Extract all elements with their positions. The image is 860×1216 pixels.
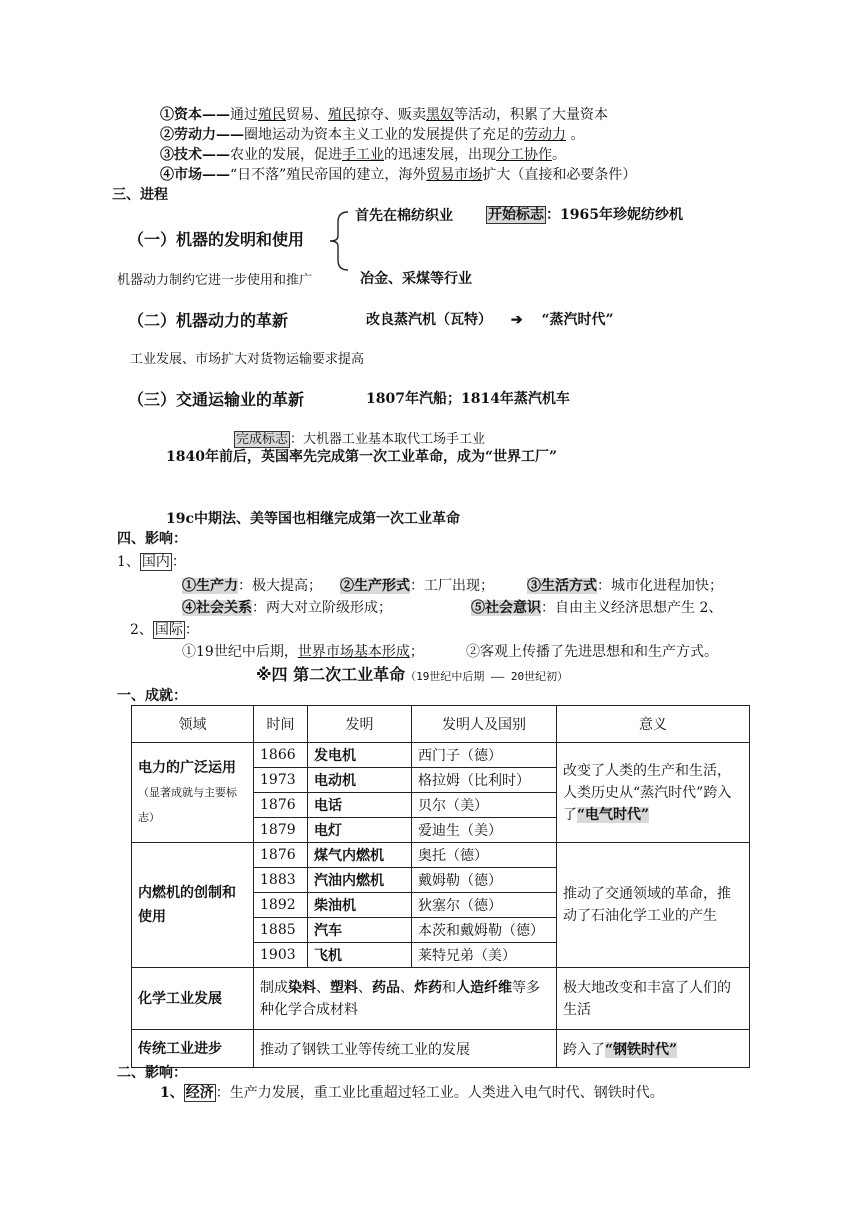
domestic-colon: ： bbox=[171, 554, 186, 570]
cell-invention: 柴油机 bbox=[308, 893, 412, 918]
start-label: 开始标志 bbox=[488, 207, 544, 223]
second-title: ※四 第二次工业革命 bbox=[256, 665, 406, 684]
domestic-heading bbox=[117, 551, 186, 571]
social-consciousness-text: ：自由主义经济思想产生 2、 bbox=[541, 600, 723, 616]
cell-inventor: 戴姆勒（德） bbox=[412, 868, 557, 893]
production-form-label: ②生产形式 bbox=[340, 578, 410, 594]
chem-sep4: 和 bbox=[442, 979, 456, 996]
chem-drug: 药品 bbox=[372, 979, 400, 996]
capital-label: ①资本—— bbox=[160, 107, 230, 123]
cell-year: 1903 bbox=[254, 943, 308, 968]
cell-inventor: 西门子（德） bbox=[412, 743, 557, 768]
cell-inventor: 贝尔（美） bbox=[412, 793, 557, 818]
significance-chemical: 极大地改变和丰富了人们的生活 bbox=[557, 968, 750, 1030]
section1-heading: （一）机器的发明和使用 bbox=[128, 230, 305, 249]
market-post: 扩大（直接和必要条件） bbox=[482, 167, 637, 183]
area-combustion: 内燃机的创制和使用 bbox=[132, 843, 254, 968]
social-consciousness-label: ⑤社会意识 bbox=[471, 600, 541, 616]
process-title: 三、进程 bbox=[112, 187, 168, 203]
economy-text: ：生产力发展，重工业比重超过轻工业。人类进入电气时代、钢铁时代。 bbox=[215, 1085, 664, 1101]
cell-year: 1973 bbox=[254, 768, 308, 793]
capital-text: 通过 bbox=[230, 107, 258, 123]
economy-line bbox=[160, 1082, 664, 1102]
intl-num: 2、 bbox=[130, 622, 153, 638]
chem-dye: 染料 bbox=[288, 979, 316, 996]
area-chemical: 化学工业发展 bbox=[132, 968, 254, 1030]
domestic-label: 国内 bbox=[141, 554, 170, 570]
capital-u1: 殖民 bbox=[258, 107, 286, 123]
cell-inventor: 爱迪生（美） bbox=[412, 818, 557, 843]
intl-label: 国际 bbox=[154, 622, 183, 638]
productivity-text: ：极大提高； bbox=[238, 578, 322, 594]
condition-labor bbox=[160, 124, 584, 144]
significance-electricity bbox=[557, 743, 750, 843]
capital-u3: 黑奴 bbox=[426, 107, 454, 123]
lifestyle-text: ：城市化进程加快； bbox=[597, 578, 723, 594]
significance-traditional bbox=[557, 1030, 750, 1068]
capital-text4: 等活动，积累了大量资本 bbox=[454, 107, 608, 123]
traditional-detail: 推动了钢铁工业等传统工业的发展 bbox=[254, 1030, 557, 1068]
cell-invention: 煤气内燃机 bbox=[308, 843, 412, 868]
cell-invention: 飞机 bbox=[308, 943, 412, 968]
area-electricity-note: （显著成就与主要标志） bbox=[138, 785, 237, 824]
section3-text: 1807年汽船；1814年蒸汽机车 bbox=[366, 391, 570, 407]
cell-invention: 电灯 bbox=[308, 818, 412, 843]
header-area: 领域 bbox=[132, 706, 254, 743]
chem-sep3: 、 bbox=[400, 979, 414, 996]
productivity-label: ①生产力 bbox=[182, 578, 238, 594]
sig-steel-era: “钢铁时代” bbox=[605, 1041, 678, 1058]
brace-icon bbox=[328, 210, 350, 272]
table-row bbox=[132, 743, 750, 768]
economy-num: 1、 bbox=[160, 1085, 184, 1101]
intl-colon: ： bbox=[184, 622, 199, 638]
chem-text1: 制成 bbox=[260, 979, 288, 996]
cell-inventor: 格拉姆（比利时） bbox=[412, 768, 557, 793]
achievements-table bbox=[131, 705, 750, 1068]
labor-post: 。 bbox=[566, 127, 585, 143]
labor-label: ②劳动力—— bbox=[160, 127, 244, 143]
labor-text: 圈地运动为资本主义工业的发展提供了充足的 bbox=[244, 127, 524, 143]
market-u: 贸易市场 bbox=[426, 167, 483, 183]
steam-era: “蒸汽时代” bbox=[541, 312, 614, 328]
chemical-detail bbox=[254, 968, 557, 1030]
tech-u2: 分工协作 bbox=[496, 147, 552, 163]
achievements-title: 一、成就： bbox=[117, 688, 187, 704]
social-relation-label: ④社会关系 bbox=[182, 600, 252, 616]
cell-year: 1876 bbox=[254, 793, 308, 818]
others-line: 19c中期法、美等国也相继完成第一次工业革命 bbox=[166, 511, 461, 527]
area-electricity-text: 电力的广泛运用 bbox=[138, 759, 236, 776]
impact-i1 bbox=[182, 641, 424, 661]
chem-fiber: 人造纤维 bbox=[456, 979, 512, 996]
area-traditional: 传统工业进步 bbox=[132, 1030, 254, 1068]
second-title-line bbox=[256, 662, 568, 685]
cell-invention: 发电机 bbox=[308, 743, 412, 768]
lifestyle-label: ③生活方式 bbox=[527, 578, 597, 594]
cell-invention: 汽车 bbox=[308, 918, 412, 943]
capital-text3: 掠夺、贩卖 bbox=[356, 107, 426, 123]
table-row bbox=[132, 843, 750, 868]
world-market-post: ； bbox=[409, 644, 424, 660]
chem-sep2: 、 bbox=[358, 979, 372, 996]
cell-inventor: 奥托（德） bbox=[412, 843, 557, 868]
cell-year: 1892 bbox=[254, 893, 308, 918]
sig-steel-text: 跨入了 bbox=[563, 1041, 605, 1058]
chem-sep1: 、 bbox=[316, 979, 330, 996]
labor-u: 劳动力 bbox=[524, 127, 566, 143]
table-row bbox=[132, 968, 750, 1030]
impact-d3 bbox=[527, 575, 723, 595]
impact-title: 四、影响： bbox=[117, 531, 187, 547]
tech-u1: 手工业 bbox=[342, 147, 384, 163]
impact-d4 bbox=[182, 597, 392, 617]
section2-note: 工业发展、市场扩大对货物运输要求提高 bbox=[130, 352, 365, 367]
section1-note: 机器动力制约它进一步使用和推广 bbox=[117, 273, 313, 288]
impact-d1 bbox=[182, 575, 322, 595]
cell-invention: 汽油内燃机 bbox=[308, 868, 412, 893]
cell-invention: 电话 bbox=[308, 793, 412, 818]
second-period: （19世纪中后期 —— 20世纪初） bbox=[405, 670, 569, 683]
table-header-row bbox=[132, 706, 750, 743]
steam-engine-text: 改良蒸汽机（瓦特） bbox=[366, 312, 492, 328]
section3-heading: （三）交通运输业的革新 bbox=[128, 390, 305, 409]
chem-text2: 等多种化学合成材料 bbox=[260, 979, 540, 1018]
sig-electricity-text: 改变了人类的生产和生活，人类历史从“蒸汽时代”跨入了 bbox=[563, 762, 732, 823]
tech-label: ③技术—— bbox=[160, 147, 230, 163]
impact-i2: ②客观上传播了先进思想和和生产方式。 bbox=[466, 644, 718, 660]
cell-year: 1883 bbox=[254, 868, 308, 893]
impact-d2 bbox=[340, 575, 494, 595]
cell-inventor: 狄塞尔（德） bbox=[412, 893, 557, 918]
section2-text bbox=[366, 309, 614, 329]
cell-year: 1876 bbox=[254, 843, 308, 868]
area-electricity bbox=[132, 743, 254, 843]
world-market-text: 世界市场基本形成 bbox=[297, 644, 410, 660]
britain-line: 1840年前后，英国率先完成第一次工业革命，成为“世界工厂” bbox=[166, 449, 558, 465]
start-mark bbox=[486, 204, 683, 224]
header-invention: 发明 bbox=[308, 706, 412, 743]
sig-electricity-era: “电气时代” bbox=[577, 806, 650, 823]
significance-combustion: 推动了交通领域的革命，推动了石油化学工业的产生 bbox=[557, 843, 750, 968]
arrow-right-icon: ➔ bbox=[510, 312, 523, 328]
header-inventor: 发明人及国别 bbox=[412, 706, 557, 743]
cell-inventor: 本茨和戴姆勒（德） bbox=[412, 918, 557, 943]
condition-tech bbox=[160, 144, 566, 164]
tech-text: 农业的发展，促进 bbox=[230, 147, 342, 163]
impact2-title: 二、影响： bbox=[117, 1065, 187, 1081]
capital-text2: 贸易、 bbox=[286, 107, 328, 123]
complete-text: ：大机器工业基本取代工场手工业 bbox=[290, 432, 486, 447]
start-text: ：1965年珍妮纺纱机 bbox=[546, 207, 683, 223]
market-label: ④市场—— bbox=[160, 167, 230, 183]
chem-plastic: 塑料 bbox=[330, 979, 358, 996]
impact-d5 bbox=[471, 597, 722, 617]
capital-u2: 殖民 bbox=[328, 107, 356, 123]
intl-heading bbox=[130, 619, 199, 639]
social-relation-text: ：两大对立阶级形成； bbox=[252, 600, 392, 616]
cell-invention: 电动机 bbox=[308, 768, 412, 793]
economy-label: 经济 bbox=[185, 1085, 214, 1101]
cell-year: 1885 bbox=[254, 918, 308, 943]
header-time: 时间 bbox=[254, 706, 308, 743]
section2-heading: （二）机器动力的革新 bbox=[128, 311, 289, 330]
cell-inventor: 莱特兄弟（美） bbox=[412, 943, 557, 968]
domestic-num: 1、 bbox=[117, 554, 140, 570]
market-text: “日不落”殖民帝国的建立，海外 bbox=[230, 167, 427, 183]
complete-mark bbox=[234, 428, 485, 447]
production-form-text: ：工厂出现； bbox=[410, 578, 494, 594]
world-market-pre: ①19世纪中后期， bbox=[182, 644, 298, 660]
tech-post: 。 bbox=[552, 147, 566, 163]
tech-text2: 的迅速发展，出现 bbox=[384, 147, 496, 163]
header-significance: 意义 bbox=[557, 706, 750, 743]
cell-year: 1866 bbox=[254, 743, 308, 768]
table-row bbox=[132, 1030, 750, 1068]
branch-metallurgy: 冶金、采煤等行业 bbox=[360, 271, 472, 287]
complete-label: 完成标志 bbox=[236, 432, 289, 447]
cell-year: 1879 bbox=[254, 818, 308, 843]
branch-cotton: 首先在棉纺织业 bbox=[355, 208, 453, 224]
condition-market bbox=[160, 164, 636, 184]
chem-explosive: 炸药 bbox=[414, 979, 442, 996]
condition-capital bbox=[160, 104, 608, 124]
